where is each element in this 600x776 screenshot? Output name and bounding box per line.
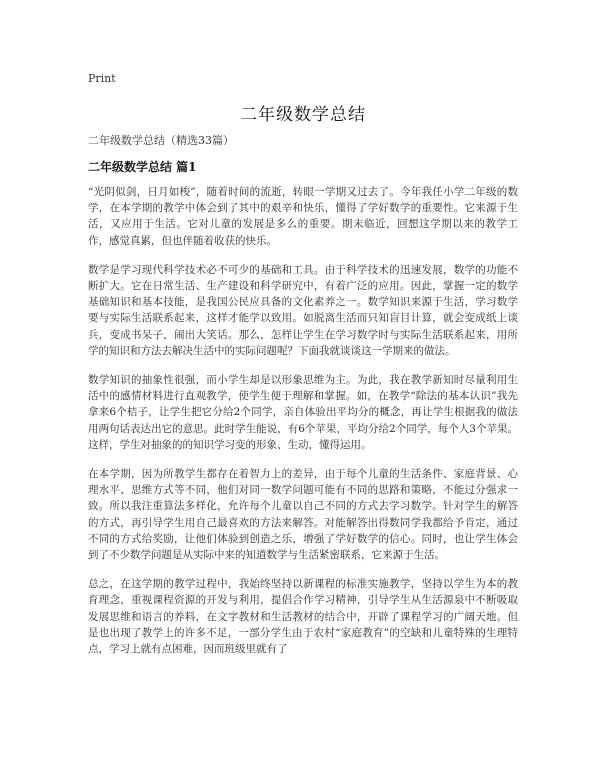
paragraph: “光阴似剑，日月如梭”，随着时间的流逝，转眼一学期又过去了。今年我任小学二年级的数学，在本学期的教学中体会到了其中的艰辛和快乐，懂得了学好数学的重要性。它来源于生活，又应用于生活。它对儿童的发展是多么的重要。期末临近，回想这学期以来的教学工作，感觉真累，但也伴随着收获的快乐。 [88, 186, 518, 247]
paragraph: 数学是学习现代科学技术必不可少的基础和工具。由于科学技术的迅速发展，数学的功能不断扩大。它在日常生活、生产建设和科学研究中，有着广泛的应用。因此，掌握一定的数学基础知识和基本技能，是我国公民应具备的文化素养之一。数学知识来源于生活，学习数学要与实际生活联系起来，这样才能学以致用。如脱离生活而只知盲目计算，就会变成纸上谈兵，变成书呆子，闹出大笑话。那么，怎样让学生在学习数学时与实际生活联系起来，用所学的知识和方法去解决生活中的实际问题呢？下面我就谈谈这一学期来的做法。 [88, 263, 518, 357]
paragraph: 总之，在这学期的教学过程中，我始终坚持以新课程的标准实施教学，坚持以学生为本的教育理念，重视课程资源的开发与利用，提倡合作学习精神，引导学生从生活源泉中不断吸取发展思维和语言的养料，在文字教材和生活教材的结合中，开辟了课程学习的广阔天地。但是也出现了教学上的许多不足，一部分学生由于农村“家庭教育”的空缺和儿童特殊的生理特点，学习上就有点困难，因而班级里就有了 [88, 578, 518, 656]
article-body [88, 184, 518, 670]
print-link[interactable]: Print [88, 72, 116, 85]
section-heading: 二年级数学总结 篇1 [88, 160, 197, 174]
page-title: 二年级数学总结 [240, 105, 366, 125]
paragraph: 数学知识的抽象性很强，而小学生却是以形象思维为主。为此，我在教学新知时尽量利用生活中的感情材料进行直观教学，使学生便于理解和掌握。如，在教学“除法的基本认识”我先拿来6个桔子，让学生把它分给2个同学，亲自体验出平均分的概念，再让学生根据我的做法用两句话表达出它的意思。此时学生能说，有6个苹果，平均分给2个同学，每个人3个苹果。这样，学生对抽象的的知识学习变的形象、生动，懂得运用。 [88, 374, 518, 451]
document-subtitle: 二年级数学总结（精选33篇） [88, 134, 234, 147]
paragraph: 在本学期，因为所教学生都存在着智力上的差异，由于每个儿童的生活条件、家庭背景、心理水平、思维方式等不同，他们对同一数学问题可能有不同的思路和策略，不能过分强求一致。所以我注重算法多样化，允许每个儿童以自己不同的方式去学习数学。针对学生的解答的方式，再引导学生用自己最喜欢的方法来解答。对能解答出得数同学我都给予肯定，通过不同的方式给奖励，让他们体验到创造之乐，增强了学好数学的信心。同时，也让学生体会到了不少数学问题是从实际中来的知道数学与生活紧密联系，它来源于生活。 [88, 468, 518, 562]
